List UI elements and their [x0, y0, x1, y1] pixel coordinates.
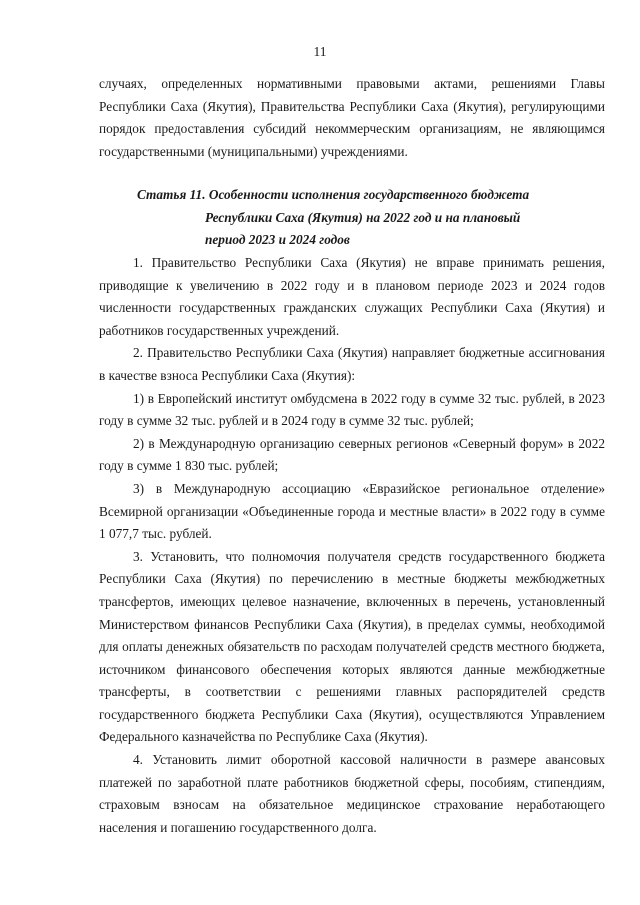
subitem-1: 1) в Европейский институт омбудсмена в 2022 году в сумме 32 тыс. рублей, в 2023 году в сумме 32 тыс. рублей и в 2024 году в сумме 32 тыс. рублей;: [99, 390, 605, 429]
article-title-line-2: Республики Саха (Якутия) на 2022 год и на плановый: [205, 209, 521, 225]
subitem-2: 2) в Международную организацию северных регионов «Северный форум» в 2022 году в сумме 1 830 тыс. рублей;: [99, 435, 605, 474]
article-body: [99, 252, 605, 839]
paragraph-3: 3. Установить, что полномочия получателя средств государственного бюджета Республики Саха (Якутия) по перечислению в местные бюджеты межбюджетных трансфертов, имеющих целевое назначение, включенных в перечень, установленный Министерством финансов Республики Саха (Якутия), в пределах суммы, необходимой для оплаты денежных обязательств по расходам получателей средств местного бюджета, источником финансового обеспечения которых являются данные межбюджетные трансферты, в соответствии с решениями главных распорядителей средств государственного бюджета Республики Саха (Якутия), осуществляются Управлением Федерального казначейства по Республике Саха (Якутия).: [99, 548, 605, 745]
article-title-line-1: Статья 11. Особенности исполнения государственного бюджета: [137, 187, 530, 202]
continuation-paragraph: случаях, определенных нормативными правовыми актами, решениями Главы Республики Саха (Якутия), Правительства Республики Саха (Якутия), регулирующими порядок предоставления субсидий некоммерческим организациям, не являющимся государственными (муниципальными) учреждениями.: [99, 76, 605, 159]
paragraph-2: 2. Правительство Республики Саха (Якутия) направляет бюджетные ассигнования в качестве взноса Республики Саха (Якутия):: [99, 345, 605, 383]
page-number: 11: [313, 44, 327, 59]
subitem-3: 3) в Международную ассоциацию «Евразийское региональное отделение» Всемирной организации «Объединенные города и местные власти» в 2022 году в сумме 1 077,7 тыс. рублей.: [99, 480, 605, 542]
continuation-block: [99, 73, 605, 163]
article-heading: [99, 184, 605, 252]
paragraph-4: 4. Установить лимит оборотной кассовой наличности в размере авансовых платежей по заработной плате работников бюджетной сферы, пособиям, стипендиям, страховым взносам на обязательное медицинское страхование неработающего населения и погашению государственного долга.: [99, 752, 605, 835]
article-title-line-3: период 2023 и 2024 годов: [205, 232, 350, 248]
paragraph-1: 1. Правительство Республики Саха (Якутия) не вправе принимать решения, приводящие к увеличению в 2022 году и в плановом периоде 2023 и 2024 годов численности государственных гражданских служащих Республики Саха (Якутия) и работников государственных учреждений.: [99, 255, 605, 338]
